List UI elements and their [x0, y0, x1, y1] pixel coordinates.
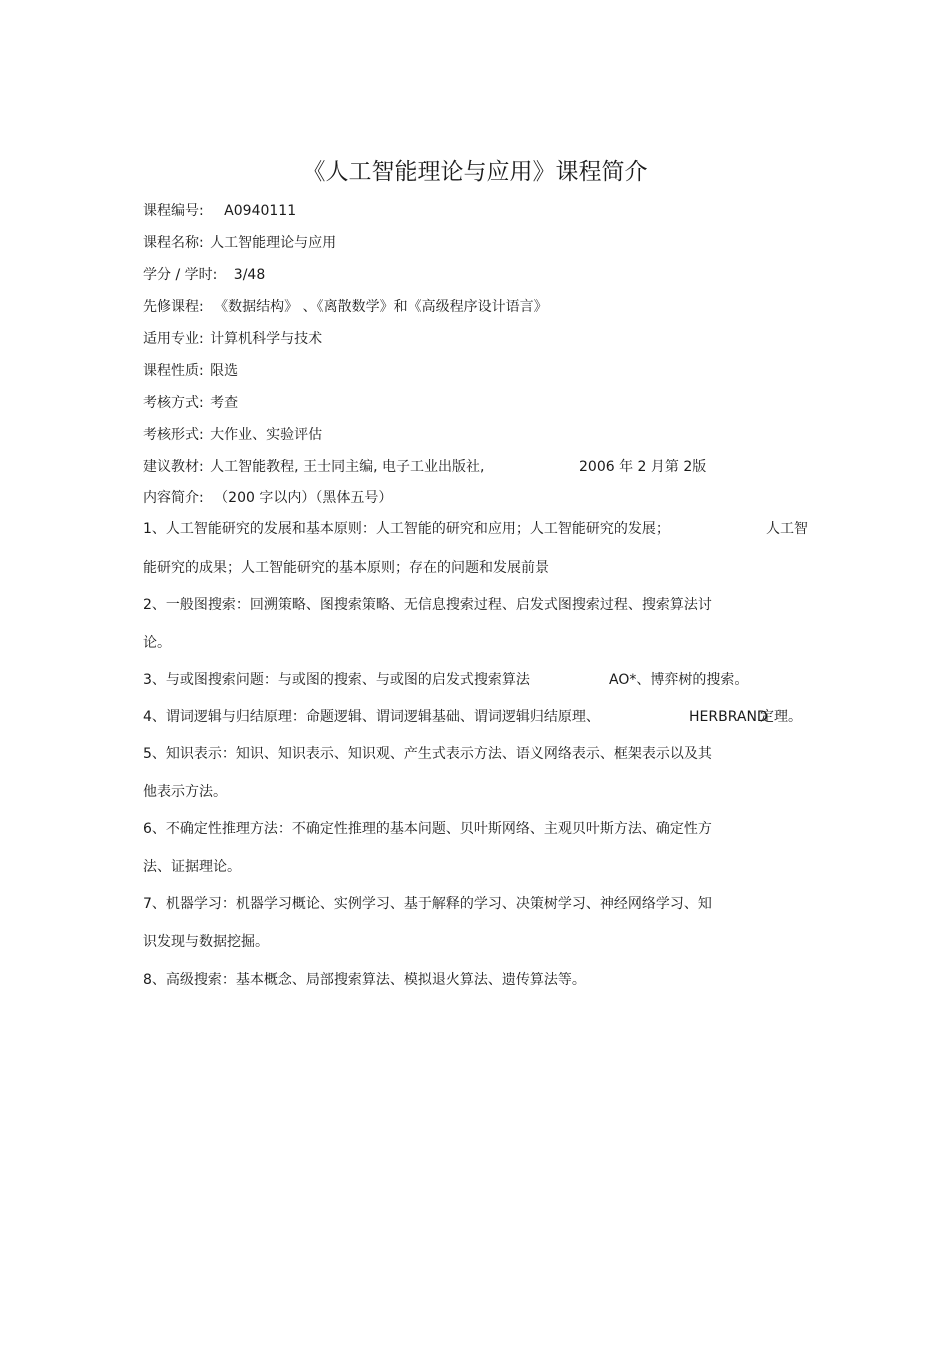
meta-label: 考核形式:: [143, 427, 204, 443]
content-item-1: 1、人工智能研究的发展和基本原则：人工智能的研究和应用；人工智能研究的发展；: [143, 521, 670, 537]
meta-value: 计算机科学与技术: [210, 331, 323, 347]
content-item-2-cont: 论。: [143, 635, 171, 651]
meta-label: 内容简介:: [143, 490, 204, 506]
meta-value: 人工智能教程, 王士同主编, 电子工业出版社,: [210, 459, 485, 475]
meta-value: 大作业、实验评估: [210, 427, 323, 443]
meta-value: 限选: [210, 363, 239, 379]
meta-row-major: [143, 329, 322, 349]
content-item-6: 6、不确定性推理方法：不确定性推理的基本问题、贝叶斯网络、主观贝叶斯方法、确定性方: [143, 821, 712, 837]
meta-row-assessment-form: [143, 425, 322, 445]
content-item-8: 8、高级搜索：基本概念、局部搜索算法、模拟退火算法、遗传算法等。: [143, 972, 586, 988]
content-item-6-cont: 法、证据理论。: [143, 859, 241, 875]
meta-row-prerequisites: [143, 297, 548, 317]
meta-row-course-code: [143, 201, 296, 221]
meta-value: A0940111: [224, 203, 297, 219]
meta-row-summary: [143, 488, 392, 508]
content-item-4: 4、谓词逻辑与归结原理：命题逻辑、谓词逻辑基础、谓词逻辑归结原理、: [143, 709, 600, 725]
meta-label: 学分 / 学时:: [143, 267, 218, 283]
content-item-4-tail: HERBRAND: [689, 709, 768, 725]
content-item-7: 7、机器学习：机器学习概论、实例学习、基于解释的学习、决策树学习、神经网络学习、知: [143, 896, 712, 912]
meta-row-assessment-method: [143, 393, 238, 413]
meta-value: 人工智能理论与应用: [210, 235, 337, 251]
content-item-3: 3、与或图搜索问题：与或图的搜索、与或图的启发式搜索算法: [143, 672, 530, 688]
content-item-5-cont: 他表示方法。: [143, 784, 227, 800]
meta-label: 先修课程:: [143, 299, 204, 315]
meta-row-credits: [143, 265, 265, 285]
meta-value: （200 字以内）（黑体五号）: [214, 490, 393, 506]
meta-row-nature: [143, 361, 238, 381]
content-item-2: 2、一般图搜索：回溯策略、图搜索策略、无信息搜索过程、启发式图搜索过程、搜索算法讨: [143, 597, 712, 613]
meta-value: 3/48: [233, 267, 266, 283]
content-item-7-cont: 识发现与数据挖掘。: [143, 934, 269, 950]
meta-value: 《数据结构》 、《离散数学》和《高级程序设计语言》: [214, 299, 548, 315]
page-title: 《人工智能理论与应用》课程简介: [302, 159, 648, 185]
content-item-4-tail2: 定理。: [760, 709, 802, 725]
meta-label: 考核方式:: [143, 395, 204, 411]
meta-label: 建议教材:: [143, 459, 204, 475]
content-item-3-tail: AO*、博弈树的搜索。: [609, 672, 749, 688]
meta-value: 考查: [210, 395, 239, 411]
meta-row-textbook: [143, 457, 484, 477]
content-item-1-tail: 人工智: [766, 521, 808, 537]
meta-label: 课程性质:: [143, 363, 204, 379]
meta-row-course-name: [143, 233, 336, 253]
meta-label: 课程编号:: [143, 203, 204, 219]
meta-label: 适用专业:: [143, 331, 204, 347]
content-item-5: 5、知识表示：知识、知识表示、知识观、产生式表示方法、语义网络表示、框架表示以及其: [143, 746, 712, 762]
meta-label: 课程名称:: [143, 235, 204, 251]
textbook-edition: 2006 年 2 月第 2版: [579, 459, 707, 475]
content-item-1-cont: 能研究的成果；人工智能研究的基本原则；存在的问题和发展前景: [143, 560, 549, 576]
